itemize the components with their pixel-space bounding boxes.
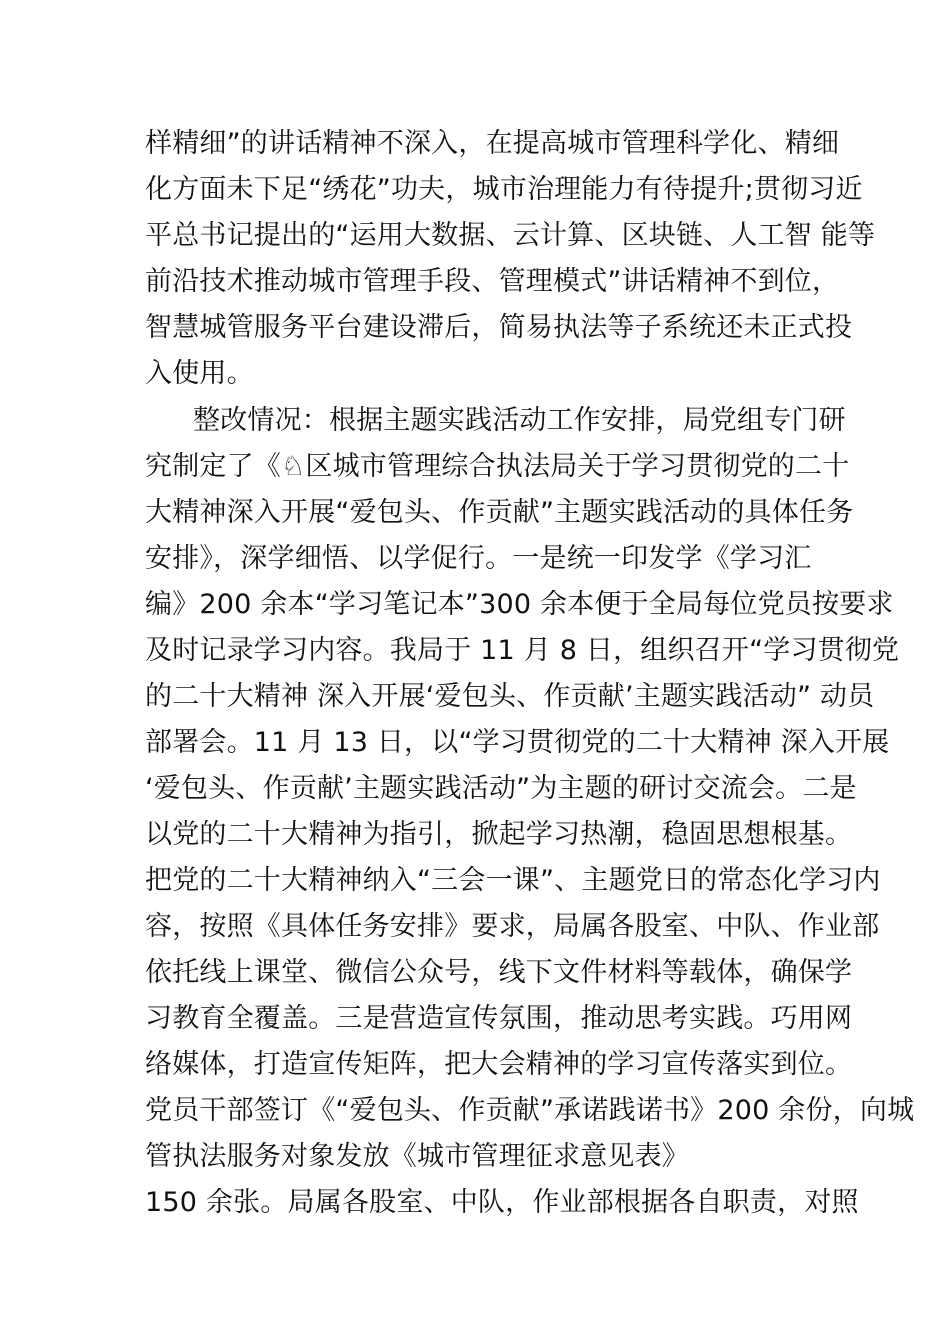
text-line-1: 样精细”的讲话精神不深入，在提高城市管理科学化、精细	[145, 128, 840, 159]
text-line-2: 化方面未下足“绣花”功夫，城市治理能力有待提升;贯彻习近	[145, 174, 863, 205]
text-line-20: 习教育全覆盖。三是营造宣传氛围，推动思考实践。巧用网	[145, 1003, 853, 1034]
text-line-6: 入使用。	[145, 358, 254, 389]
text-line-9: 大精神深入开展“爱包头、作贡献”主题实践活动的具体任务	[145, 497, 854, 528]
text-line-13: 的二十大精神 深入开展‘爱包头、作贡献’主题实践活动” 动员	[145, 681, 875, 712]
text-line-14: 部署会。11 月 13 日，以“学习贯彻党的二十大精神 深入开展	[145, 727, 890, 758]
paragraph-start-line: 整改情况：根据主题实践活动工作安排，局党组专门研	[193, 405, 846, 436]
text-line-21: 络媒体，打造宣传矩阵，把大会精神的学习宣传落实到位。	[145, 1049, 853, 1080]
text-line-5: 智慧城管服务平台建设滞后，简易执法等子系统还未正式投	[145, 312, 853, 343]
text-line-4: 前沿技术推动城市管理手段、管理模式”讲话精神不到位，	[145, 266, 840, 297]
text-line-11: 编》200 余本“学习笔记本”300 余本便于全局每位党员按要求	[145, 589, 894, 620]
text-line-17: 把党的二十大精神纳入“三会一课”、主题党日的常态化学习内	[145, 865, 881, 896]
text-line-24: 150 余张。局属各股室、中队，作业部根据各自职责，对照	[145, 1187, 859, 1218]
text-line-23: 管执法服务对象发放《城市管理征求意见表》	[145, 1141, 689, 1172]
text-line-19: 依托线上课堂、微信公众号，线下文件材料等载体，确保学	[145, 957, 853, 988]
text-line-12: 及时记录学习内容。我局于 11 月 8 日，组织召开“学习贯彻党	[145, 635, 900, 666]
text-line-22: 党员干部签订《“爱包头、作贡献”承诺践诺书》200 余份，向城	[145, 1095, 915, 1126]
text-line-16: 以党的二十大精神为指引，掀起学习热潮，稳固思想根基。	[145, 819, 853, 850]
text-line-3: 平总书记提出的“运用大数据、云计算、区块链、人工智 能等	[145, 220, 876, 251]
text-line-18: 容，按照《具体任务安排》要求，局属各股室、中队、作业部	[145, 911, 880, 942]
text-line-15: ‘爱包头、作贡献’主题实践活动”为主题的研讨交流会。二是	[145, 773, 857, 804]
text-line-10: 安排》，深学细悟、以学促行。一是统一印发学《学习汇	[145, 543, 812, 574]
text-line-8: 究制定了《♘区城市管理综合执法局关于学习贯彻党的二十	[145, 451, 850, 482]
